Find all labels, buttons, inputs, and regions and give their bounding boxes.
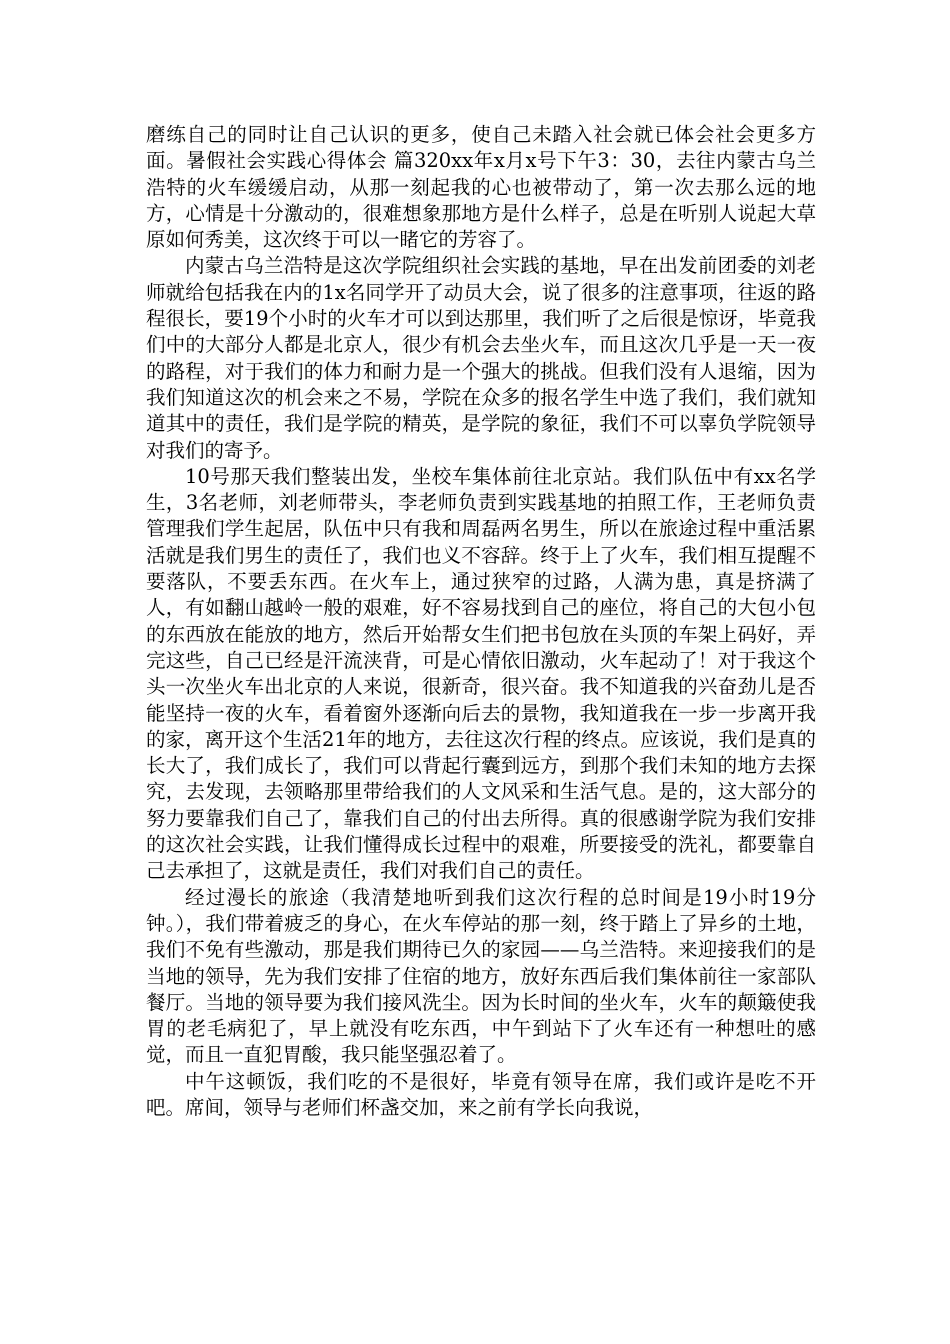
document-page bbox=[146, 122, 816, 1121]
paragraph-5: 中午这顿饭，我们吃的不是很好，毕竟有领导在席，我们或许是吃不开吧。席间，领导与老师们杯盏交加，来之前有学长向我说， bbox=[146, 1069, 816, 1119]
paragraph-3: 10号那天我们整装出发，坐校车集体前往北京站。我们队伍中有xx名学生，3名老师，刘老师带头，李老师负责到实践基地的拍照工作，王老师负责管理我们学生起居，队伍中只有我和周磊两名男生，所以在旅途过程中重活累活就是我们男生的责任了，我们也义不容辞。终于上了火车，我们相互提醒不要落队，不要丢东西。在火车上，通过狭窄的过路，人满为患，真是挤满了人，有如翻山越岭一般的艰难，好不容易找到自己的座位，将自己的大包小包的东西放在能放的地方，然后开始帮女生们把书包放在头顶的车架上码好，弄完这些，自己已经是汗流浃背，可是心情依旧激动，火车起动了！对于我这个头一次坐火车出北京的人来说，很新奇，很兴奋。我不知道我的兴奋劲儿是否能坚持一夜的火车，看着窗外逐渐向后去的景物，我知道我在一步一步离开我的家，离开这个生活21年的地方，去往这次行程的终点。应该说，我们是真的长大了，我们成长了，我们可以背起行囊到远方，到那个我们未知的地方去探究，去发现，去领略那里带给我们的人文风采和生活气息。是的，这大部分的努力要靠我们自己了，靠我们自己的付出去所得。真的很感谢学院为我们安排的这次社会实践，让我们懂得成长过程中的艰难，所要接受的洗礼，都要靠自己去承担了，这就是责任，我们对我们自己的责任。 bbox=[146, 464, 816, 883]
paragraph-4: 经过漫长的旅途（我清楚地听到我们这次行程的总时间是19小时19分钟。），我们带着疲乏的身心，在火车停站的那一刻，终于踏上了异乡的土地，我们不免有些激动，那是我们期待已久的家园——乌兰浩特。来迎接我们的是当地的领导，先为我们安排了住宿的地方，放好东西后我们集体前往一家部队餐厅。当地的领导要为我们接风洗尘。因为长时间的坐火车，火车的颠簸使我胃的老毛病犯了，早上就没有吃东西，中午到站下了火车还有一种想吐的感觉，而且一直犯胃酸，我只能坚强忍着了。 bbox=[146, 885, 816, 1067]
paragraph-2: 内蒙古乌兰浩特是这次学院组织社会实践的基地，早在出发前团委的刘老师就给包括我在内的1x名同学开了动员大会，说了很多的注意事项，往返的路程很长，要19个小时的火车才可以到达那里，我们听了之后很是惊讶，毕竟我们中的大部分人都是北京人，很少有机会去坐火车，而且这次几乎是一天一夜的路程，对于我们的体力和耐力是一个强大的挑战。但我们没有人退缩，因为我们知道这次的机会来之不易，学院在众多的报名学生中选了我们，我们就知道其中的责任，我们是学院的精英，是学院的象征，我们不可以辜负学院领导对我们的寄予。 bbox=[146, 254, 816, 462]
paragraph-1: 磨练自己的同时让自己认识的更多，使自己未踏入社会就已体会社会更多方面。暑假社会实践心得体会 篇320xx年x月x号下午3：30，去往内蒙古乌兰浩特的火车缓缓启动，从那一刻起我的心也被带动了，第一次去那么远的地方，心情是十分激动的，很难想象那地方是什么样子，总是在听别人说起大草原如何秀美，这次终于可以一睹它的芳容了。 bbox=[146, 123, 816, 252]
